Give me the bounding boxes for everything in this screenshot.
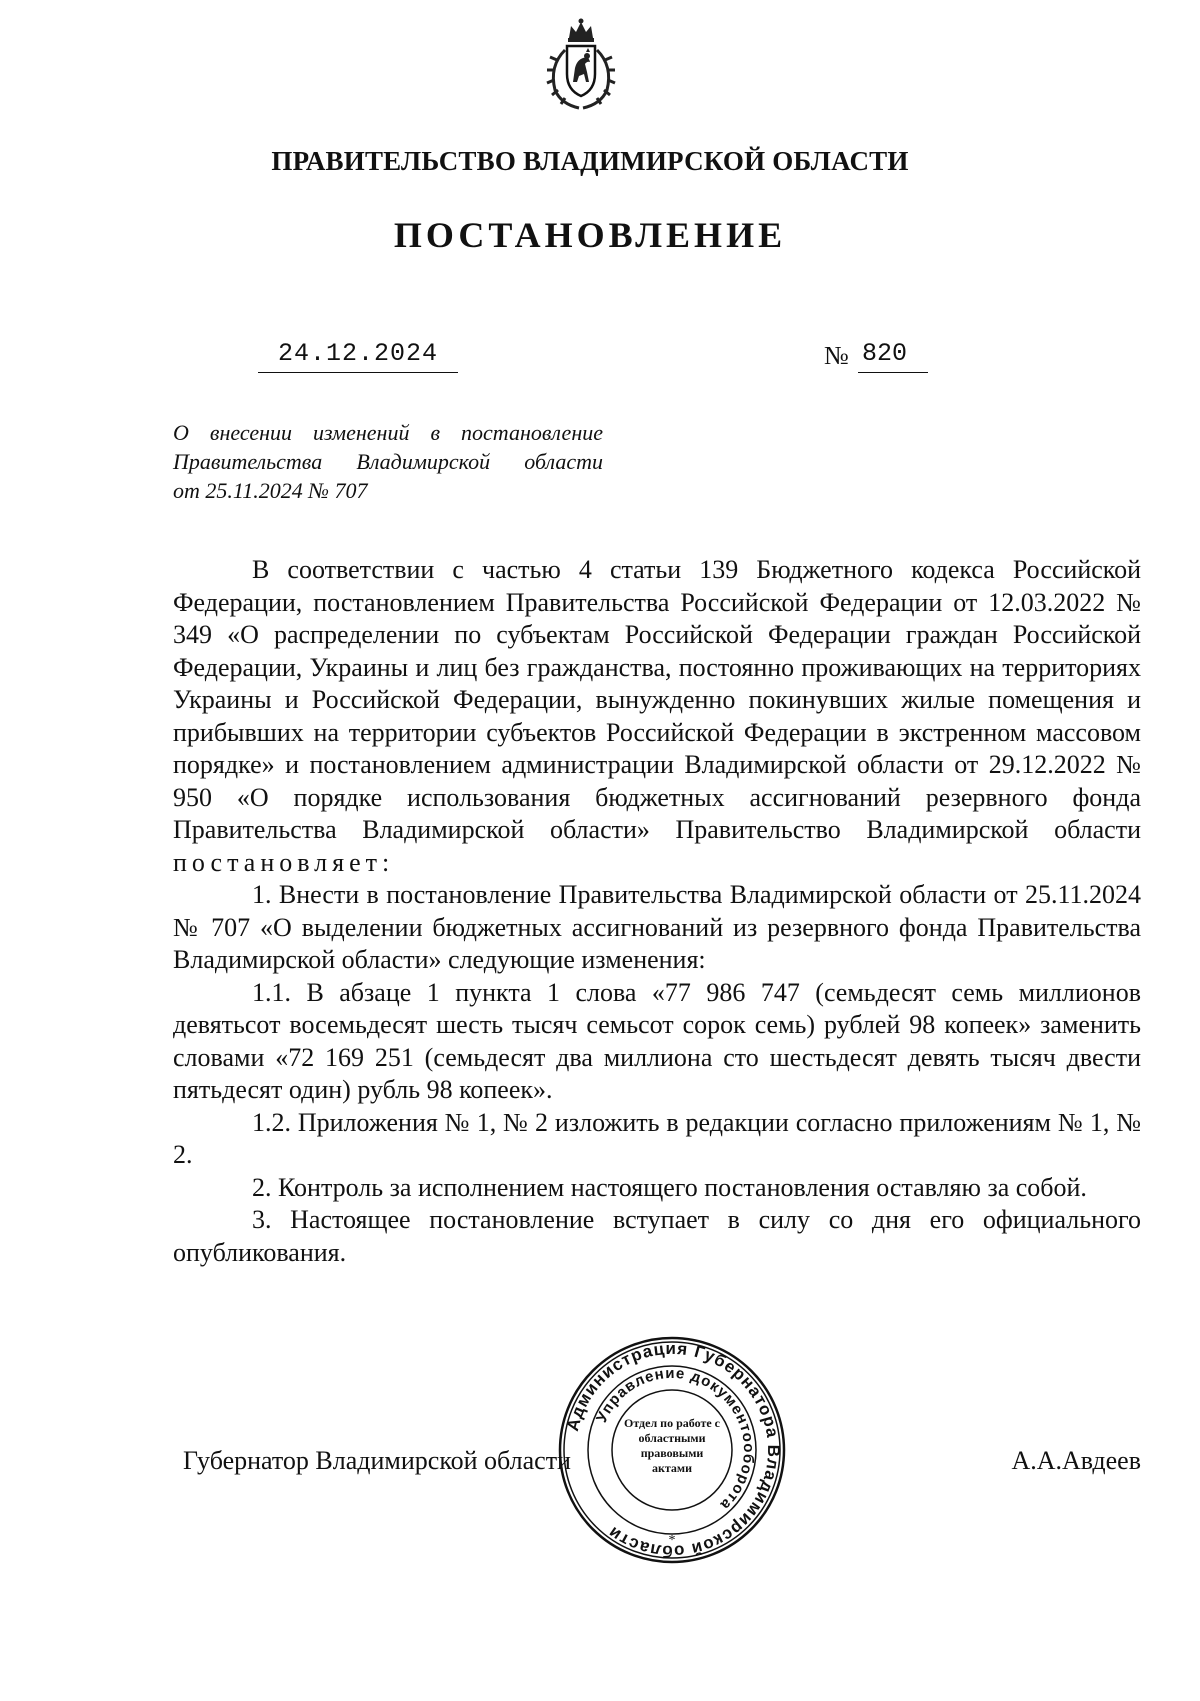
- signatory-name: А.А.Авдеев: [1011, 1446, 1141, 1475]
- preamble-text: В соответствии с частью 4 статьи 139 Бюджетного кодекса Российской Федерации, постановлением Правительства Российской Федерации от 12.03.2022 № 349 «О распределении по субъектам Российской Федерации граждан Российской Федерации, Украины и лиц без гражданства, постоянно проживающих на территориях Украины и Российской Федерации, вынужденно покинувших жилые помещения и прибывших на территории субъектов Российской Федерации в экстренном массовом порядке» и постановлением администрации Владимирской области от 29.12.2022 № 950 «О порядке использования бюджетных ассигнований резервного фонда Правительства Владимирской области» Правительство Владимирской области: [173, 555, 1141, 844]
- item-3: 3. Настоящее постановление вступает в силу со дня его официального опубликования.: [173, 1205, 1141, 1267]
- item-1: 1. Внести в постановление Правительства Владимирской области от 25.11.2024 № 707 «О выделении бюджетных ассигнований из резервного фонда Правительства Владимирской области» следующие изменения:: [173, 880, 1141, 974]
- subject-line-3: от 25.11.2024 № 707: [173, 478, 368, 503]
- stamp-outer-text: Администрация Губернатора Владимирской области: [562, 1338, 784, 1562]
- number-sign: №: [824, 341, 849, 370]
- document-number: 820: [862, 339, 908, 368]
- subject-line-1: О внесении изменений в постановление: [173, 420, 603, 445]
- document-subject: [173, 418, 603, 505]
- item-1-1: 1.1. В абзаце 1 пункта 1 слова «77 986 747 (семьдесят семь миллионов девятьсот восемьдесят шесть тысяч семьсот сорок семь) рублей 98 копеек» заменить словами «72 169 251 (семьдесят два миллиона сто шестьдесят девять тысяч двести пятьдесят один) рубль 98 копеек».: [173, 977, 1141, 1104]
- document-date: 24.12.2024: [278, 339, 439, 368]
- document-type-title: ПОСТАНОВЛЕНИЕ: [393, 215, 787, 255]
- stamp-star-icon: *: [668, 1533, 676, 1548]
- stamp-center-text: Отдел по работе с областными правовыми актами: [623, 1416, 721, 1475]
- stamp-inner-text: Управление документооборота: [593, 1364, 758, 1514]
- resolves-word: постановляет:: [173, 847, 395, 877]
- official-stamp-icon: [556, 1334, 788, 1566]
- government-title: ПРАВИТЕЛЬСТВО ВЛАДИМИРСКОЙ ОБЛАСТИ: [271, 146, 909, 176]
- signatory-position: Губернатор Владимирской области: [183, 1446, 571, 1475]
- preamble-paragraph: [173, 554, 1141, 879]
- document-body: [173, 554, 1141, 1269]
- subject-line-2: Правительства Владимирской области: [173, 449, 603, 474]
- coat-of-arms-icon: [543, 16, 619, 112]
- item-2: 2. Контроль за исполнением настоящего постановления оставляю за собой.: [252, 1172, 1087, 1202]
- item-1-2: 1.2. Приложения № 1, № 2 изложить в редакции согласно приложениям № 1, № 2.: [173, 1107, 1141, 1169]
